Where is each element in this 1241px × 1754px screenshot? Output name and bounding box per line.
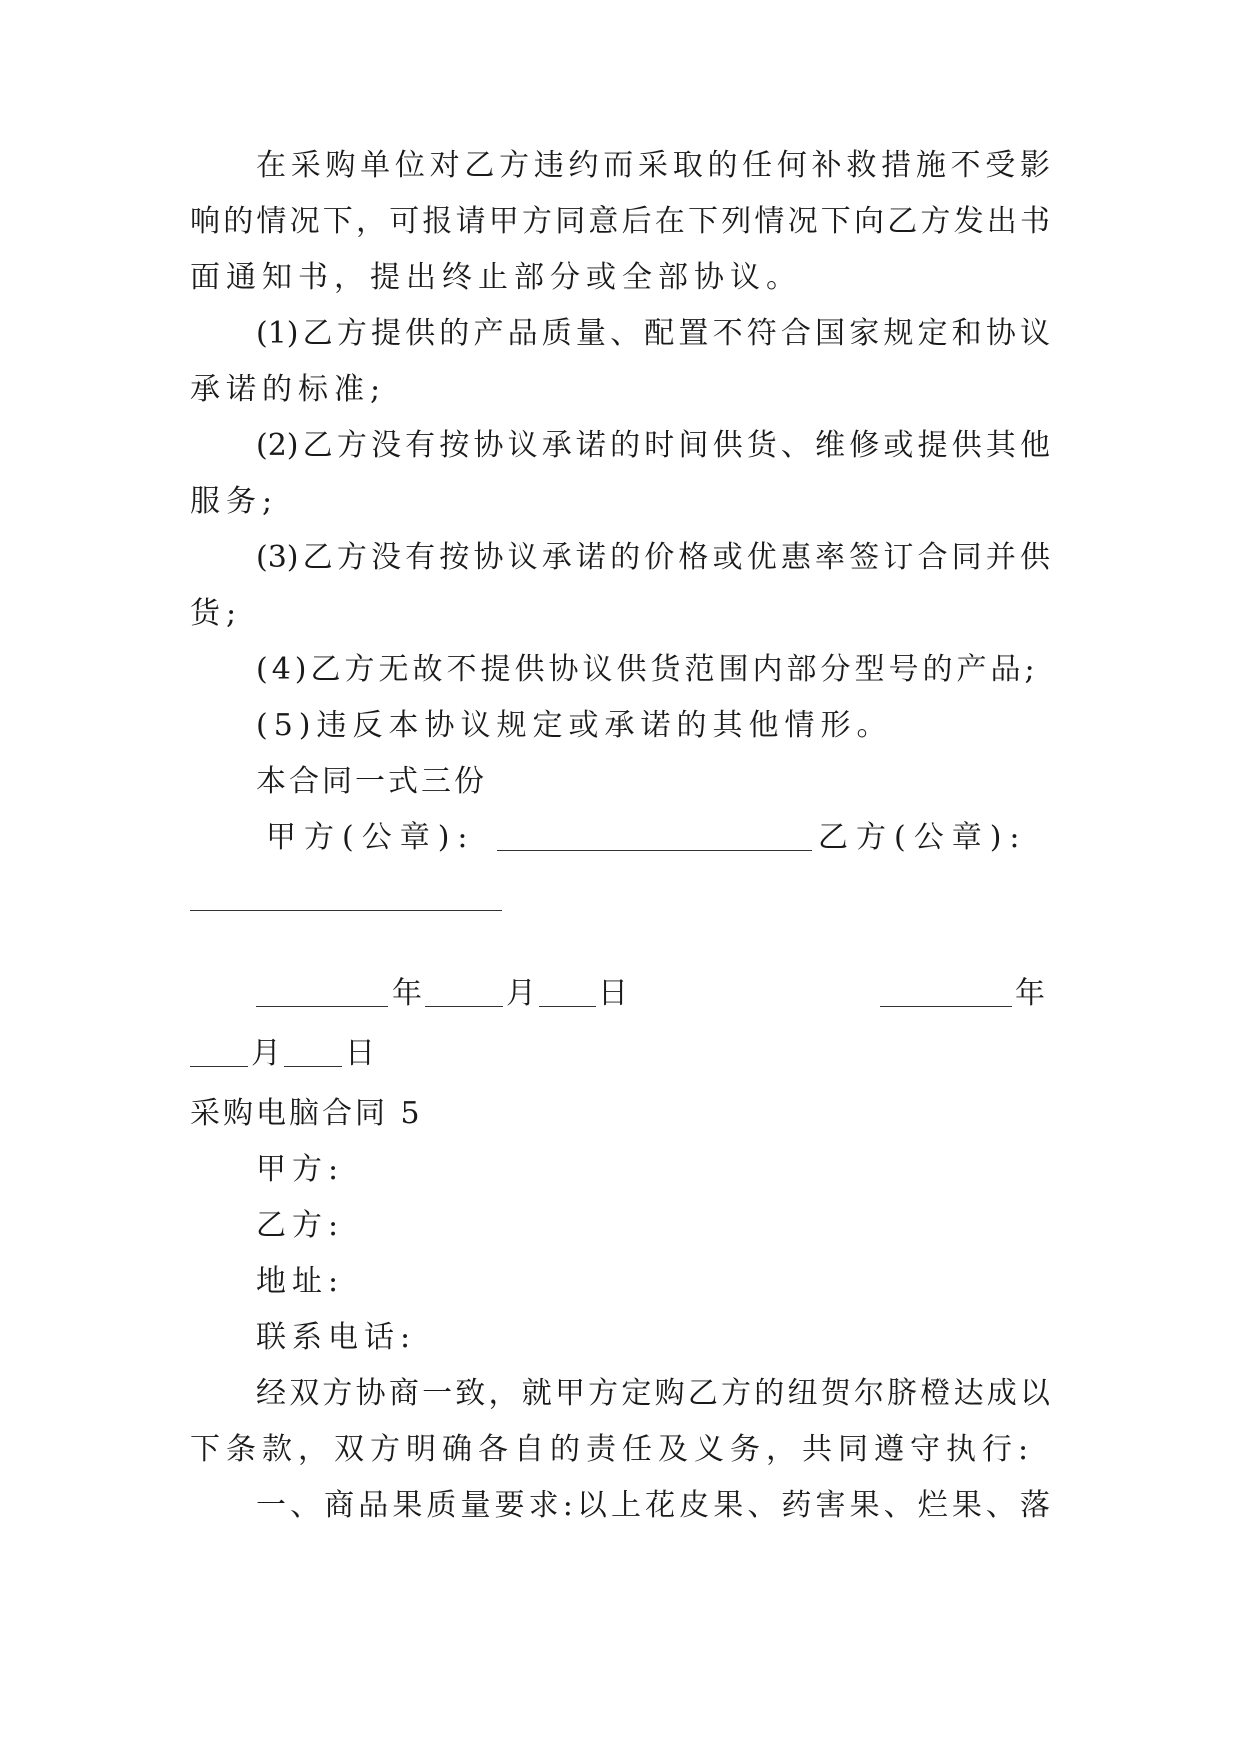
date-a-month-blank [425,1006,503,1007]
date-b-day-blank [284,1066,342,1067]
party-b-seal-blank [190,910,502,911]
paragraph-line: 响的情况下，可报请甲方同意后在下列情况下向乙方发出书 [190,204,1050,239]
date-a-day-blank [539,1006,596,1007]
paragraph-line: 面通知书，提出终止部分或全部协议。 [190,260,802,295]
list-item-line: 货; [190,596,243,631]
clause-line: 一、商品果质量要求:以上花皮果、药害果、烂果、落 [256,1488,1050,1523]
party-a-seal-blank [497,850,812,851]
paragraph-line: 在采购单位对乙方违约而采取的任何补救措施不受影 [256,148,1050,183]
party-b-label: 乙方: [256,1208,345,1243]
intro-line: 下条款，双方明确各自的责任及义务，共同遵守执行: [190,1432,1035,1467]
list-item-line: 承诺的标准; [190,372,387,407]
date-b-month-blank [190,1066,248,1067]
list-item-line: (2)乙方没有按协议承诺的时间供货、维修或提供其他 [256,428,1050,463]
date-b-month-label: 月 [251,1036,281,1071]
party-a-label: 甲方: [256,1152,345,1187]
list-item-line: (4)乙方无故不提供协议供货范围内部分型号的产品; [256,652,1039,687]
party-a-seal-label: 甲方(公章): [266,820,476,855]
date-b-year-blank [880,1006,1012,1007]
list-item-line: 服务; [190,484,279,519]
date-a-month-label: 月 [506,976,536,1011]
intro-line: 经双方协商一致，就甲方定购乙方的纽贺尔脐橙达成以 [256,1376,1050,1411]
date-a-day-label: 日 [598,976,628,1011]
copies-note: 本合同一式三份 [256,764,487,799]
date-b-year-label: 年 [1015,976,1045,1011]
party-b-seal-label: 乙方(公章): [818,820,1028,855]
date-a-year-label: 年 [392,976,422,1011]
list-item-line: (3)乙方没有按协议承诺的价格或优惠率签订合同并供 [256,540,1050,575]
phone-label: 联系电话: [256,1320,417,1355]
date-a-year-blank [256,1006,388,1007]
date-b-day-label: 日 [345,1036,375,1071]
list-item-line: (5)违反本协议规定或承诺的其他情形。 [256,708,893,743]
list-item-line: (1)乙方提供的产品质量、配置不符合国家规定和协议 [256,316,1050,351]
section-title: 采购电脑合同 5 [190,1096,423,1131]
address-label: 地址: [256,1264,345,1299]
